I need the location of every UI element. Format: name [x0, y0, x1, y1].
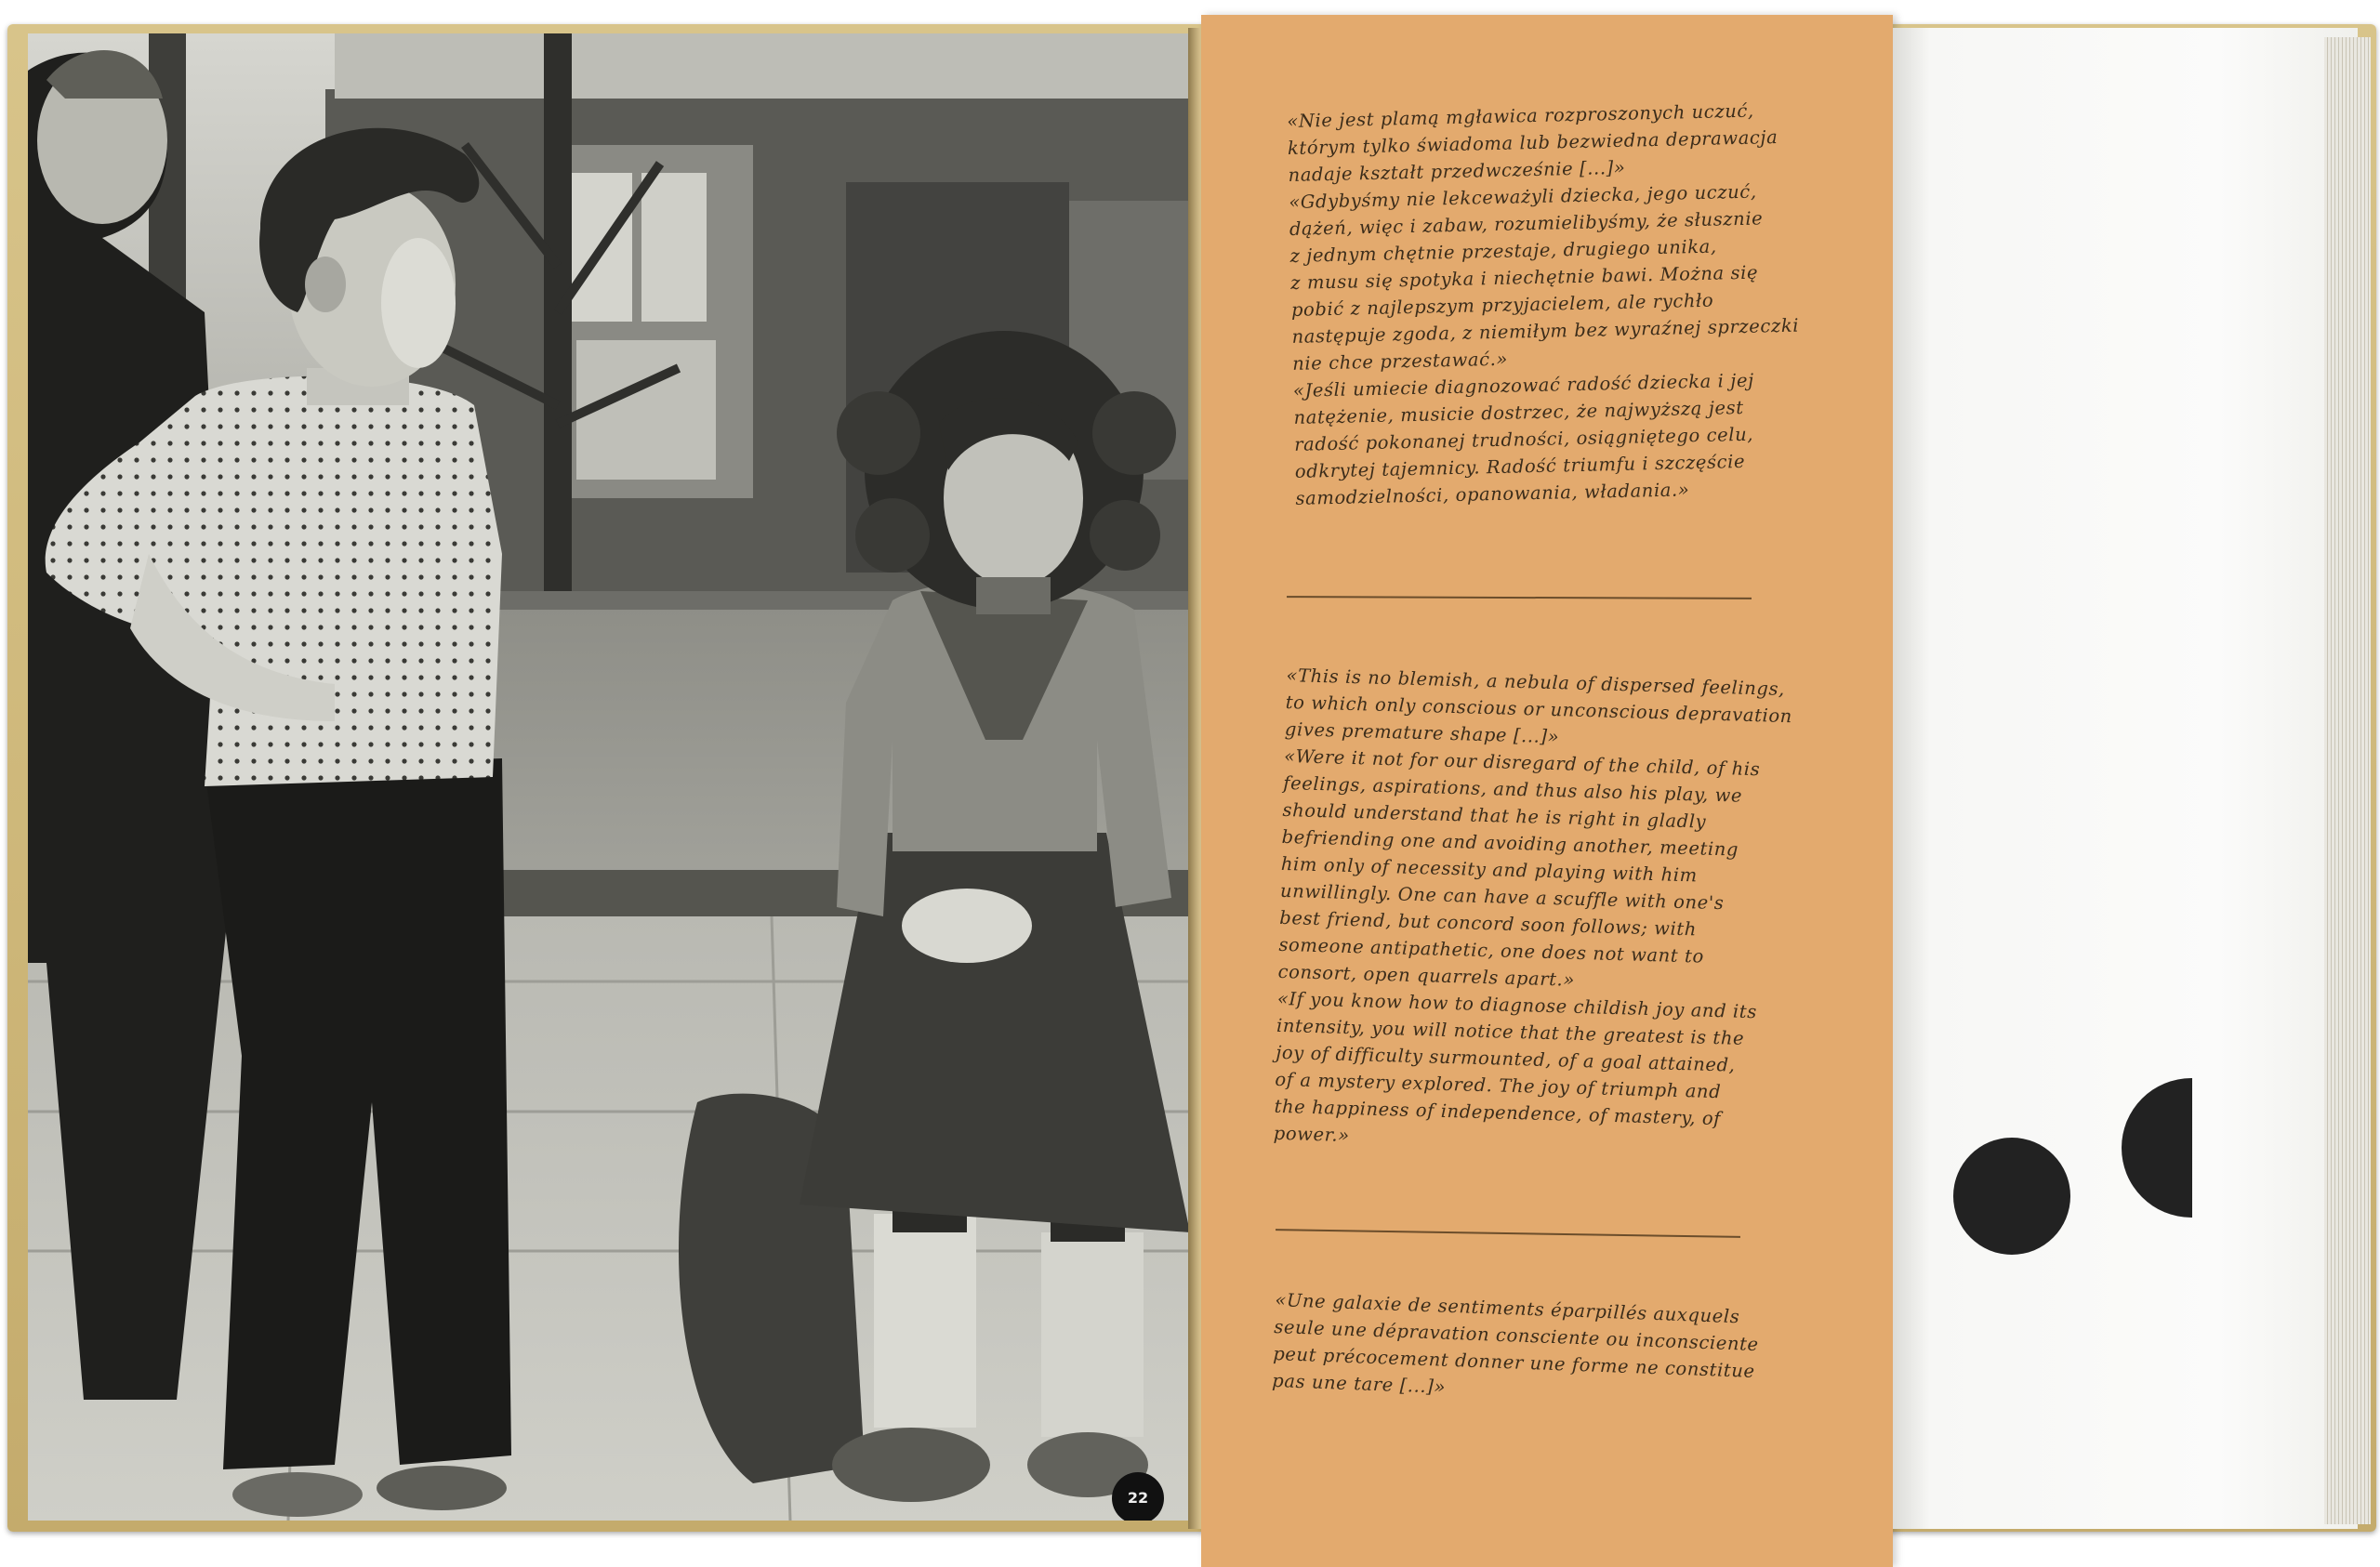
black-circle-graphic: [1953, 1138, 2070, 1255]
text-page-orange[interactable]: [1201, 15, 1893, 1567]
french-quote-text: «Une galaxie de sentiments éparpillés auxquels seule une dépravation consciente ou inconsciente peut précocement donner une forme ne constitue pas une tare [...]»: [1271, 1288, 1760, 1398]
english-quote-text: «This is no blemish, a nebula of dispersed feelings, to which only conscious or unconscious depravation gives premature shape [...]» «Were it not for our disregard of the child, of his feelings, aspirations, and thus also his play, we should understand that he is right in gladly befriending one and avoiding another, meeting him only of necessity and playing with him unwillingly. One can have a scuffle with one's best friend, but concord soon follows; with someone antipathetic, one does not want to consort, open quarrels apart.» «If you know how to diagnose childish joy and its intensity, you will notice that the greatest is the joy of difficulty surmounted, of a goal attained, of a mystery explored. The joy of triumph and the happiness of independence, of mastery, of power.»: [1273, 664, 1793, 1147]
street-photograph-children: [28, 33, 1190, 1521]
photograph-page: [28, 33, 1190, 1521]
divider-rule: [1287, 596, 1752, 599]
page-number-badge: 22: [1112, 1472, 1164, 1521]
white-page[interactable]: [1893, 28, 2358, 1529]
page-block-edges: [2324, 37, 2371, 1524]
divider-rule: [1276, 1229, 1740, 1238]
polish-quote-text: «Nie jest plamą mgławica rozproszonych uczuć, którym tylko świadoma lub bezwiedna deprawacja nadaje kształt przedwcześnie [...]» «Gdybyśmy nie lekceważyli dziecka, jego uczuć, dążeń, więc i zabaw, rozumielibyśmy, że słusznie z jednym chętnie przestaje, drugiego unika, z musu się spotyka i niechętnie bawi. Można się pobić z najlepszym przyjacielem, ale rychło następuje zgoda, z niemiłym bez wyraźnej sprzeczki nie chce przestawać.» «Jeśli umiecie diagnozować radość dziecka i jej natężenie, musicie dostrzec, że najwyższą jest radość pokonanej trudności, osiągniętego celu, odkrytej tajemnicy. Radość triumfu i szczęście samodzielności, opanowania, władania.»: [1287, 99, 1800, 509]
